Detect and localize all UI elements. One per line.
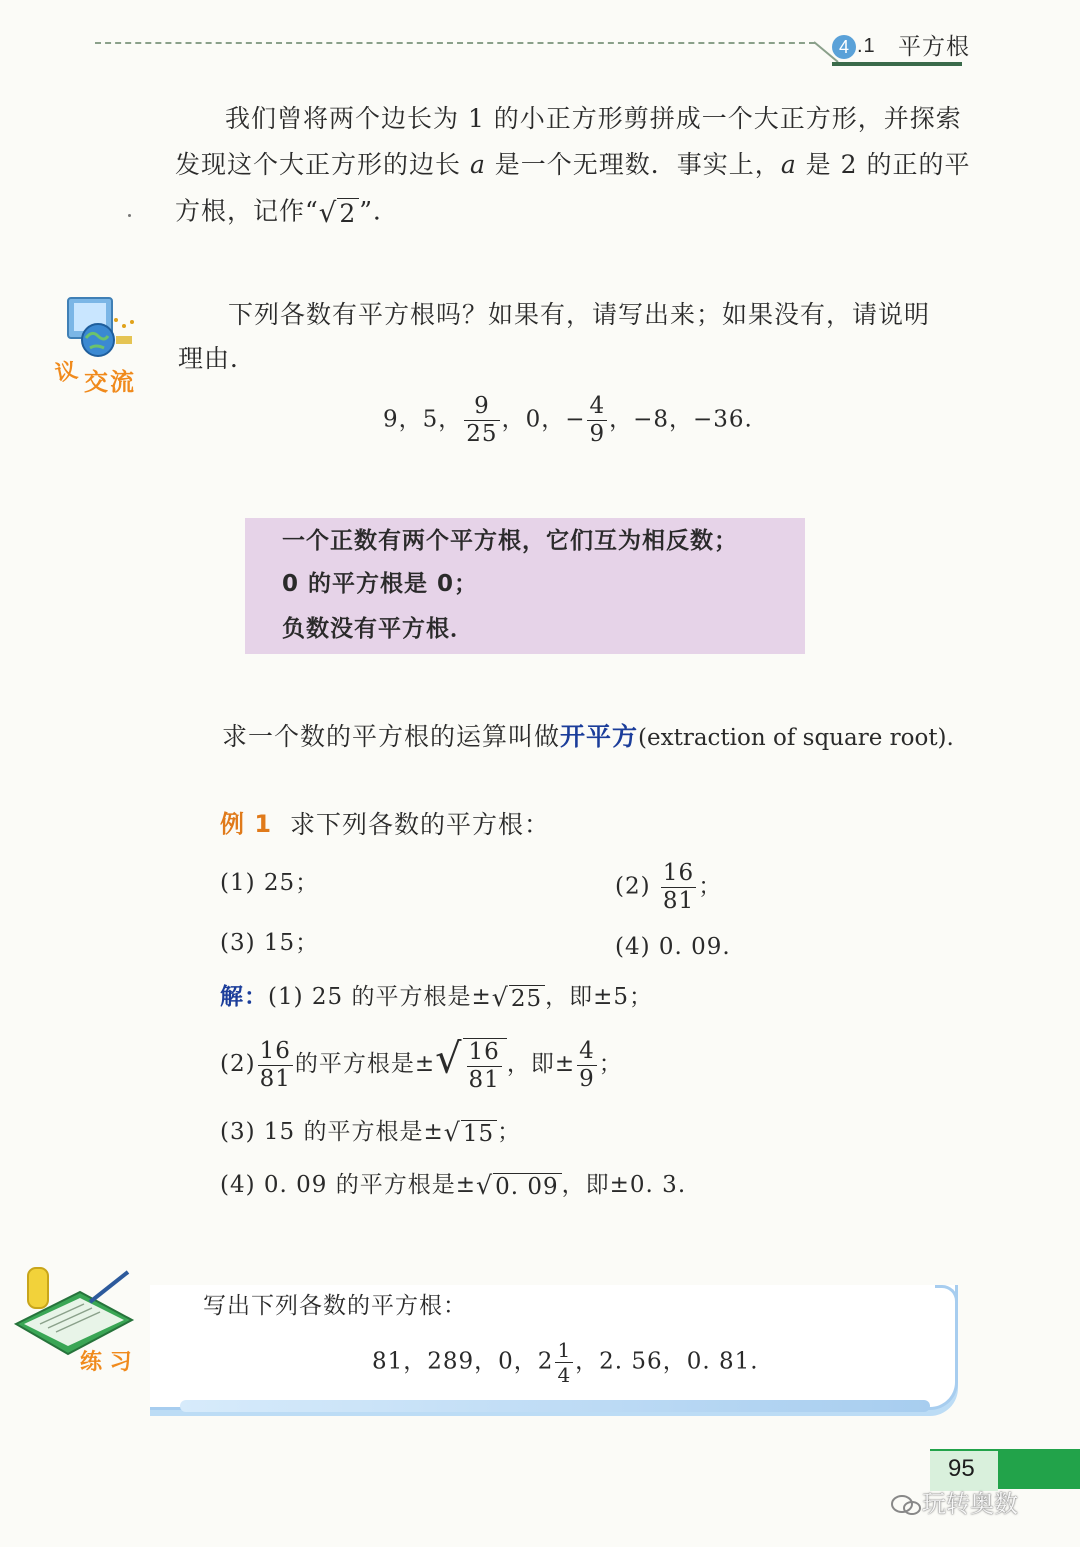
exercise-prompt: 写出下列各数的平方根：	[203, 1293, 467, 1319]
sqrt-15: √15	[444, 1120, 497, 1146]
speck	[128, 214, 131, 217]
section-title: 平方根	[898, 33, 970, 59]
sqrt-25: √25	[492, 985, 545, 1011]
intro-line-2: 发现这个大正方形的边长 a 是一个无理数．事实上，a 是 2 的正的平	[175, 150, 971, 179]
page-number: 95	[948, 1455, 975, 1482]
example-prompt: 求下列各数的平方根：	[290, 810, 551, 839]
fraction-1-4: $\frac{1}{4}$	[557, 1338, 572, 1387]
summary-line-3: 负数没有平方根．	[282, 616, 474, 642]
solution-line-4: (4) 0. 09 的平方根是±√0. 09 ，即±0. 3.	[220, 1171, 687, 1200]
fraction-9-25: $\frac{9}{25}$	[466, 393, 498, 447]
section-badge	[832, 35, 856, 59]
summary-line-2: 0 的平方根是 0；	[282, 571, 479, 597]
discussion-question-line-2: 理由．	[178, 344, 257, 373]
intro-line-3: 方根，记作“√2 ”．	[175, 196, 399, 229]
fraction-4-9: $\frac{4}{9}$	[579, 1037, 595, 1092]
discussion-numbers: 9，5， $\frac{9}{25}$ ，0，− $\frac{4}{9}$ ，−8，−36.	[383, 393, 753, 447]
exercise-numbers: 81，289，0，2 $\frac{1}{4}$ ，2. 56，0. 81.	[372, 1338, 759, 1387]
variable-a: a	[780, 150, 797, 179]
sqrt-16-81: √ $\frac{16}{81}$	[435, 1038, 507, 1092]
exercise-box-bottom-bar	[180, 1400, 930, 1412]
summary-line-1: 一个正数有两个平方根，它们互为相反数；	[282, 528, 738, 554]
solution-line-2: (2) $\frac{16}{81}$ 的平方根是±√ $\frac{16}{81}$ ，即± $\frac{4}{9}$ ；	[220, 1034, 623, 1093]
example-item-1: (1) 25；	[220, 870, 320, 896]
solution-line-1: 解：(1) 25 的平方根是±√25 ，即±5；	[220, 983, 654, 1012]
discussion-label-2: 交流	[84, 368, 136, 396]
example-item-4: (4) 0. 09.	[615, 934, 731, 960]
variable-a: a	[469, 150, 486, 179]
example-item-3: (3) 15；	[220, 930, 320, 956]
exercise-label: 练 习	[80, 1350, 132, 1375]
example-item-2: (2) $\frac{16}{81}$ ；	[615, 860, 723, 914]
discussion-question-line-1: 下列各数有平方根吗？如果有，请写出来；如果没有，请说明	[228, 300, 931, 329]
wechat-icon	[890, 1493, 922, 1517]
fraction-4-9: $\frac{4}{9}$	[589, 393, 606, 447]
watermark-text: 玩转奥数	[922, 1490, 1018, 1518]
sqrt-2: √2	[319, 198, 359, 228]
section-number: 4	[838, 37, 849, 57]
intro-line-1: 我们曾将两个边长为 1 的小正方形剪拼成一个大正方形，并探索	[225, 104, 962, 133]
header-underline	[832, 62, 962, 66]
sqrt-0-09: √0. 09	[476, 1173, 562, 1199]
header-dashed-rule	[95, 42, 815, 44]
definition-line: 求一个数的平方根的运算叫做开平方(extraction of square root).	[222, 722, 954, 751]
solution-label: 解：	[220, 984, 268, 1010]
watermark	[890, 1484, 1018, 1519]
fraction-16-81: $\frac{16}{81}$	[259, 1037, 291, 1092]
section-sub: .1	[857, 35, 876, 57]
solution-line-3: (3) 15 的平方根是±√15 ；	[220, 1118, 522, 1147]
example-label: 例 1	[220, 810, 273, 838]
fraction-16-81: $\frac{16}{81}$	[662, 860, 695, 914]
term-kaipingfang: 开平方	[560, 722, 639, 751]
discussion-label-1: 议	[53, 357, 80, 387]
